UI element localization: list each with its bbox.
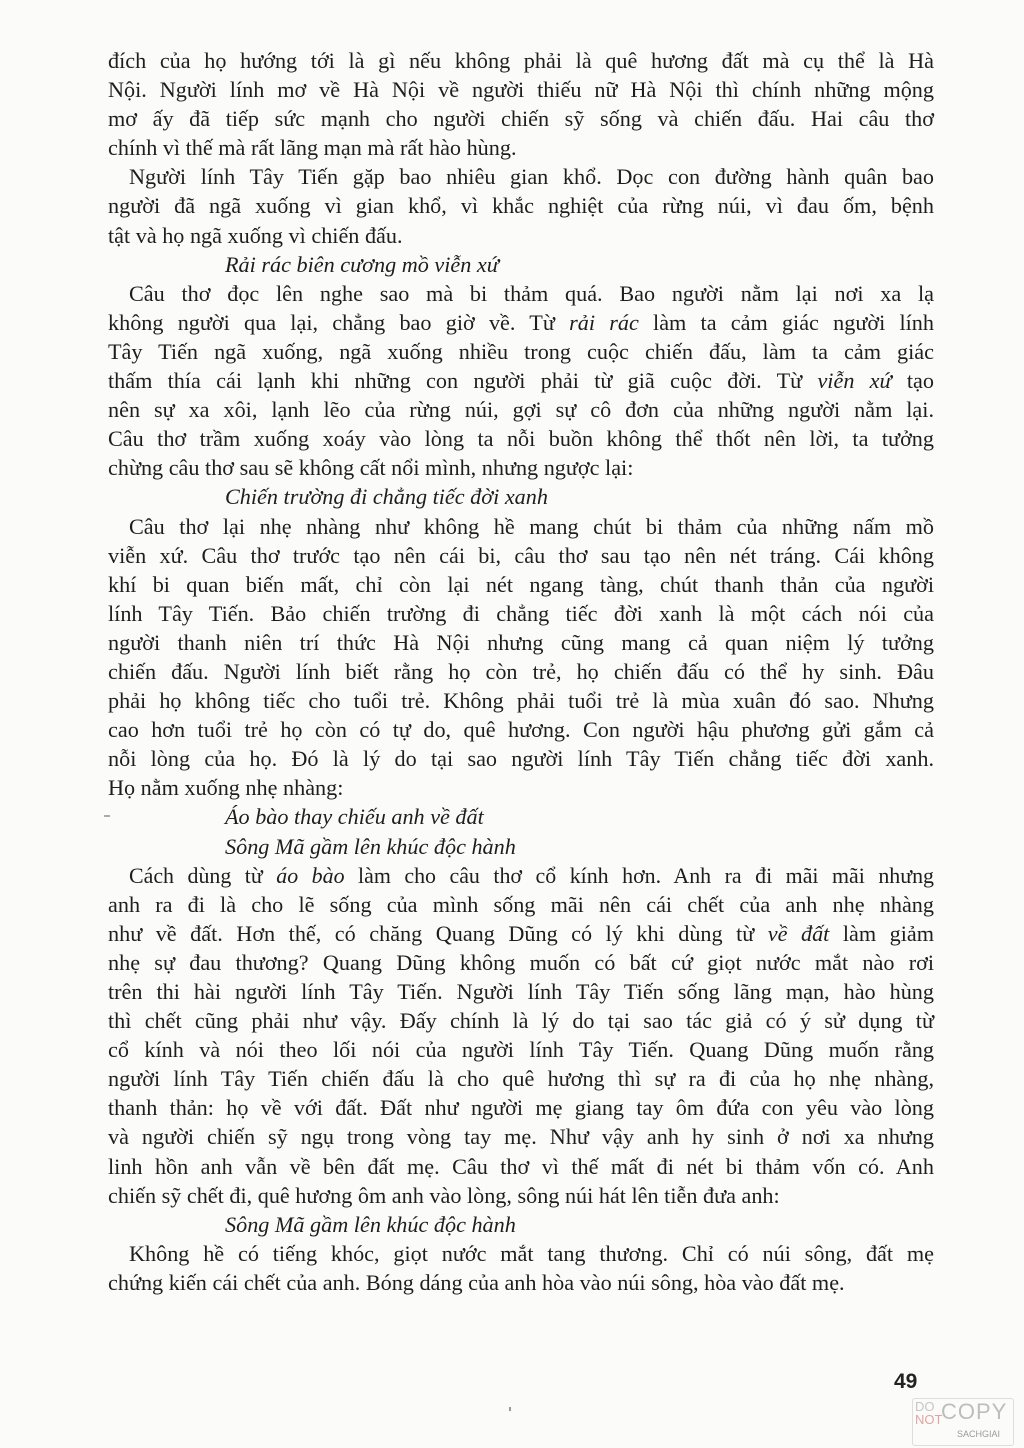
text-line: người lính Tây Tiến chiến đấu là cho quê hương thì sự ra đi của họ nhẹ nhàng, [108,1066,934,1092]
scan-mark [509,1407,511,1411]
text-line: phải họ không tiếc cho tuổi trẻ. Không phải tuổi trẻ là mùa xuân đó sao. Nhưng [108,688,934,714]
verse-line: Sông Mã gầm lên khúc độc hành [225,833,516,859]
text-line: đích của họ hướng tới là gì nếu không phải là quê hương đất mà cụ thể là Hà [108,48,934,73]
text-line: nên sự xa xôi, lạnh lẽo của rừng núi, gợi sự cô đơn của những người nằm lại. [108,397,934,423]
text-segment: như về đất. Hơn thế, có chăng Quang Dũng có lý khi dùng từ [108,920,768,946]
text-line: chứng kiến cái chết của anh. Bóng dáng của anh hòa vào núi sông, hòa vào đất mẹ. [108,1269,845,1295]
text-line: mơ ấy đã tiếp sức mạnh cho người chiến sỹ sống và chiến đấu. Hai câu thơ [108,106,934,132]
text-line: linh hồn anh vẫn về bên đất mẹ. Câu thơ vì thế mất đi nét bi thảm vốn có. Anh [108,1153,934,1179]
text-line: Tây Tiến ngã xuống, ngã xuống nhiều trong cuộc chiến đấu, làm ta cảm giác [108,338,934,364]
text-line: Không hề có tiếng khóc, giọt nước mắt tang thương. Chỉ có núi sông, đất mẹ [129,1240,934,1266]
quoted-term: về đất [767,920,830,946]
verse-line: Chiến trường đi chẳng tiếc đời xanh [225,484,548,510]
text-line: Họ nằm xuống nhẹ nhàng: [108,775,344,801]
quoted-term: áo bào [276,862,345,888]
text-line: Câu thơ lại nhẹ nhàng như không hề mang chút bi thảm của những nấm mồ [129,513,934,539]
text-line: cổ kính và nói theo lối nói của người lính Tây Tiến. Quang Dũng muốn rằng [108,1037,934,1063]
text-line: chiến đấu. Người lính biết rằng họ còn trẻ, họ chiến đấu có thể hy sinh. Đâu [108,658,934,684]
text-line [108,308,934,337]
text-line: chính vì thế mà rất lãng mạn mà rất hào hùng. [108,135,517,161]
verse-line: Rải rác biên cương mồ viễn xứ [225,251,499,277]
text-line: Câu thơ đọc lên nghe sao mà bi thảm quá. Bao người nằm lại nơi xa lạ [129,280,934,306]
text-line: nhẹ sự đau thương? Quang Dũng không muốn có bất cứ giọt nước mắt nào rơi [108,949,934,975]
text-line: cao hơn tuổi trẻ họ còn có tự do, quê hương. Con người hậu phương gửi gắm cả [108,717,934,743]
quoted-term: viễn xứ [817,368,892,394]
text-line: người đã ngã xuống vì gian khổ, vì khắc nghiệt của rừng núi, vì đau ốm, bệnh [108,193,934,219]
watermark-copy: COPY [941,1399,1008,1424]
text-segment: làm cho câu thơ cổ kính hơn. Anh ra đi mãi mãi nhưng [344,862,934,888]
text-segment: làm giảm [829,920,934,946]
watermark-logo [912,1398,1014,1446]
text-line: nỗi lòng của họ. Đó là lý do tại sao người lính Tây Tiến chẳng tiếc đời xanh. [108,746,934,772]
quoted-term: rải rác [569,309,639,335]
verse-line: Áo bào thay chiếu anh về đất [225,804,484,830]
text-line [108,861,934,890]
page-number: 49 [894,1370,918,1393]
text-segment: Cách dùng từ [129,862,277,888]
text-line: tật và họ ngã xuống vì chiến đấu. [108,222,403,248]
text-line: thì chết cũng phải như vậy. Đấy chính là lý do tại sao tác giả có ý sử dụng từ [108,1008,934,1034]
text-segment: không người qua lại, chẳng bao giờ về. Từ [108,309,570,335]
scan-mark [104,815,110,817]
watermark-brand: SACHGIAI [957,1429,1001,1439]
text-line: lính Tây Tiến. Bảo chiến trường đi chẳng tiếc đời xanh là một cách nói của [108,600,934,626]
watermark-not: NOT [915,1412,943,1427]
text-segment: tạo [891,368,934,394]
text-line: người thanh niên trí thức Hà Nội nhưng cũng mang cả quan niệm lý tưởng [108,629,934,655]
text-line: viễn xứ. Câu thơ trước tạo nên cái bi, câu thơ sau tạo nên nét tráng. Cái không [108,542,934,568]
text-line: anh ra đi là cho lẽ sống của mình sống mãi nên cái chết của anh nhẹ nhàng [108,891,934,917]
text-line: Câu thơ trầm xuống xoáy vào lòng ta nỗi buồn không thể thốt nên lời, ta tưởng [108,426,934,452]
text-line: Người lính Tây Tiến gặp bao nhiêu gian khổ. Dọc con đường hành quân bao [129,164,934,190]
verse-line: Sông Mã gầm lên khúc độc hành [225,1211,516,1237]
text-line [108,366,934,395]
text-segment: thấm thía cái lạnh khi những con người phải từ giã cuộc đời. Từ [108,368,818,394]
text-line: chiến sỹ chết đi, quê hương ôm anh vào lòng, sông núi hát lên tiễn đưa anh: [108,1182,780,1208]
text-line: trên thi hài người lính Tây Tiến. Người lính Tây Tiến sống lãng mạn, hào hùng [108,979,934,1004]
text-line: và người chiến sỹ ngụ trong vòng tay mẹ. Như vậy anh hy sinh ở nơi xa nhưng [108,1124,934,1150]
text-line: khí bi quan biến mất, chỉ còn lại nét ngang tàng, chút thanh thản của người [108,571,934,597]
page-body [108,46,934,1297]
watermark-do: DO [915,1399,935,1414]
text-line: chừng câu thơ sau sẽ không cất nổi mình, nhưng ngược lại: [108,455,634,481]
text-line: thanh thản: họ về với đất. Đất như người mẹ giang tay ôm đứa con yêu vào lòng [108,1095,934,1121]
text-line: Nội. Người lính mơ về Hà Nội về người thiếu nữ Hà Nội thì chính những mộng [108,77,934,103]
text-segment: làm ta cảm giác người lính [638,309,934,335]
text-line [108,919,934,948]
